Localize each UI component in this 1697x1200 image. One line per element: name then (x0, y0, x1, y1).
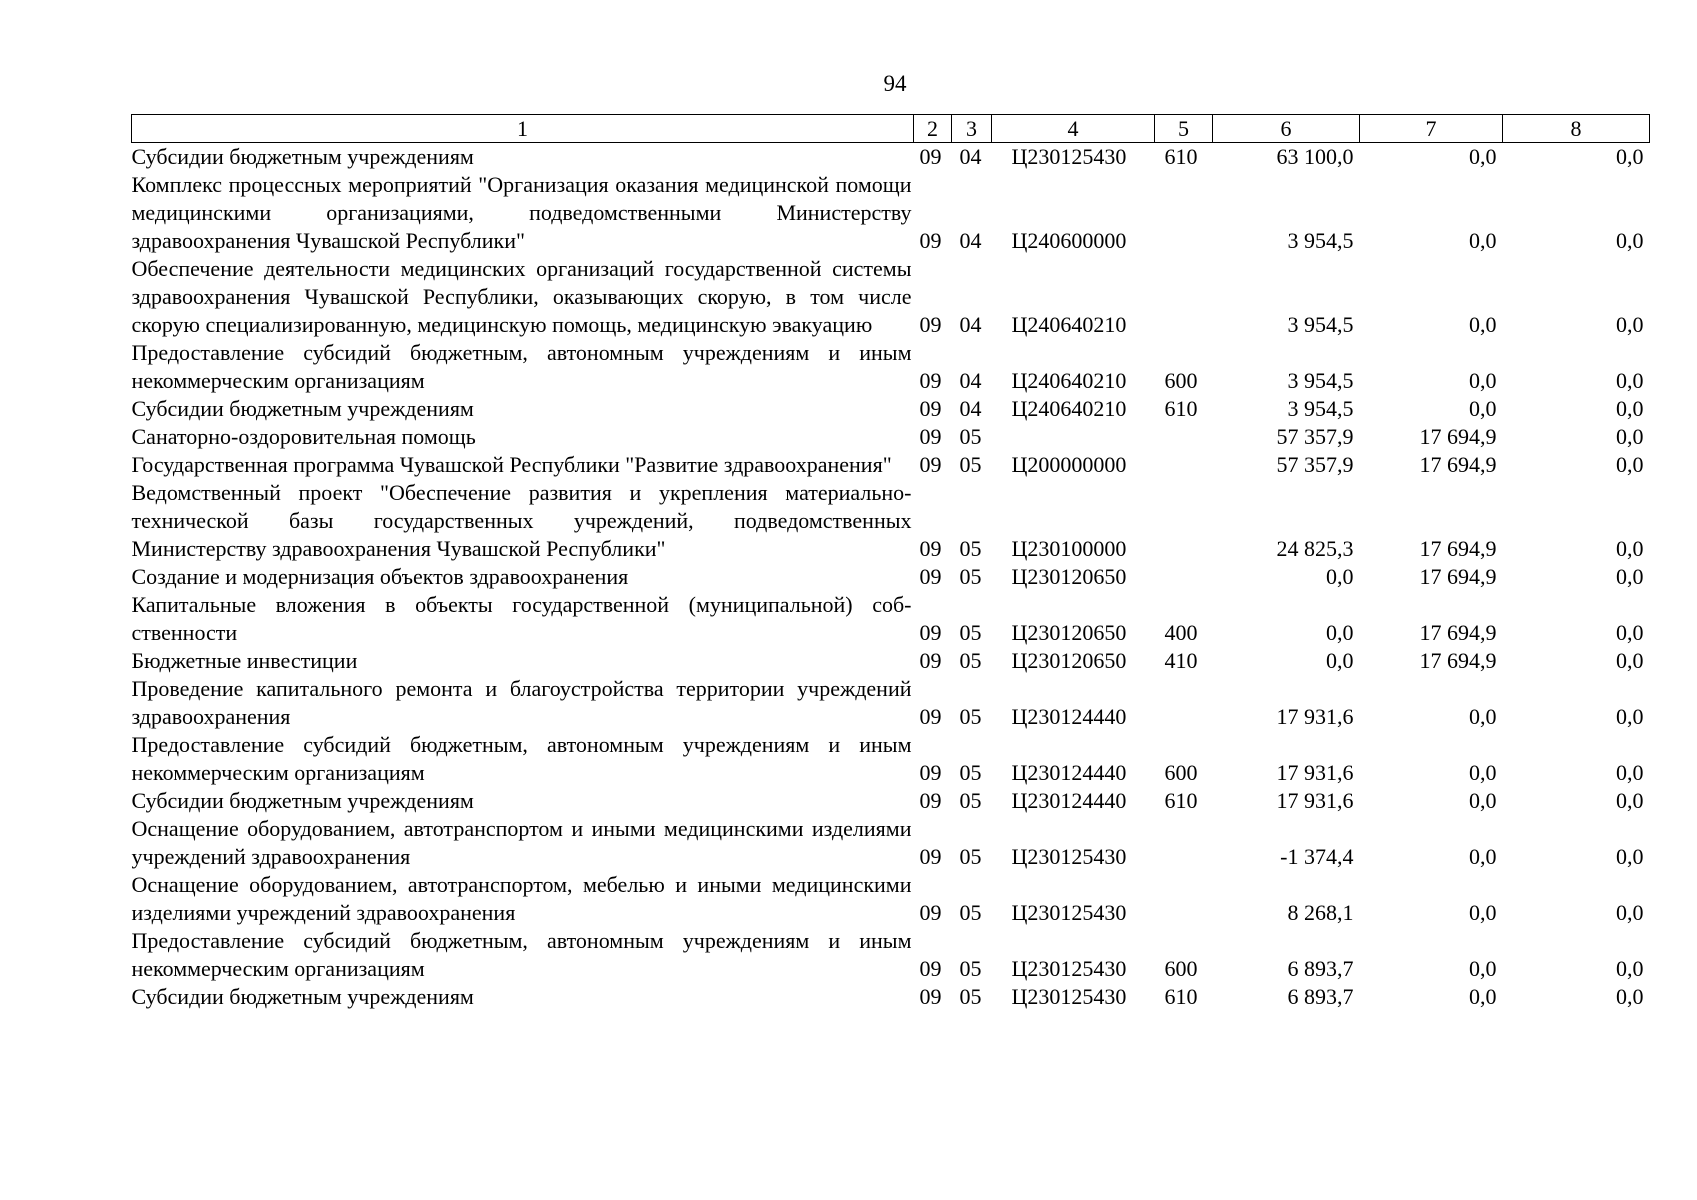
row-expense-type-cell (1155, 423, 1213, 451)
row-expense-type-cell (1155, 479, 1213, 563)
row-amount-col6-cell: 24 825,3 (1276, 536, 1354, 561)
table-row (132, 423, 1650, 451)
row-section-cell: 09 (919, 620, 942, 645)
row-section-cell: 09 (919, 564, 942, 589)
row-subsection-cell: 04 (959, 396, 982, 421)
row-section-cell: 09 (919, 788, 942, 813)
row-target-article-cell: Ц240640210 (1011, 396, 1127, 421)
row-name-cell: Оснащение оборудованием, автотранспортом, мебелью и иными медицинскими изделиями учреждений здравоохранения (131, 872, 912, 925)
row-subsection-cell: 04 (959, 368, 982, 393)
row-section-cell: 09 (919, 144, 942, 169)
row-amount-col7-cell: 17 694,9 (1419, 452, 1497, 477)
row-subsection-cell: 05 (959, 648, 982, 673)
row-name-cell: Государственная программа Чувашской Республики "Развитие здравоохранения" (131, 452, 892, 477)
row-target-article-cell: Ц230125430 (1011, 984, 1127, 1009)
row-target-article-cell: Ц230125430 (1011, 956, 1127, 981)
row-target-article-cell: Ц230125430 (1011, 844, 1127, 869)
row-amount-col7-cell: 17 694,9 (1419, 564, 1497, 589)
row-amount-col7-cell: 0,0 (1469, 844, 1497, 869)
row-target-article-cell (992, 423, 1155, 451)
row-target-article-cell: Ц240600000 (1011, 228, 1127, 253)
row-section-cell: 09 (919, 424, 942, 449)
column-header: 3 (952, 115, 992, 143)
row-expense-type-cell (1155, 675, 1213, 731)
row-amount-col7-cell: 17 694,9 (1419, 424, 1497, 449)
row-section-cell: 09 (919, 704, 942, 729)
row-amount-col7-cell: 0,0 (1469, 312, 1497, 337)
row-amount-col7-cell: 0,0 (1469, 144, 1497, 169)
row-amount-col6-cell: 0,0 (1326, 620, 1354, 645)
row-expense-type-cell: 610 (1164, 788, 1198, 813)
row-target-article-cell: Ц240640210 (1011, 312, 1127, 337)
table-row (132, 927, 1650, 983)
table-row (132, 815, 1650, 871)
row-amount-col6-cell: 3 954,5 (1287, 396, 1354, 421)
row-subsection-cell: 05 (959, 984, 982, 1009)
row-expense-type-cell (1155, 255, 1213, 339)
row-name-cell: Капитальные вложения в объекты государственной (муниципальной) собственности (131, 592, 912, 645)
row-name-cell: Бюджетные инвестиции (131, 648, 358, 673)
row-expense-type-cell (1155, 171, 1213, 255)
row-subsection-cell: 05 (959, 844, 982, 869)
row-name-cell: Ведомственный проект "Обеспечение развития и укрепления материально-технической базы государственных учреждений, подведомственных Министерству здравоохранения Чувашской Республики" (131, 480, 912, 561)
row-target-article-cell: Ц200000000 (1011, 452, 1127, 477)
row-target-article-cell: Ц230125430 (1011, 900, 1127, 925)
table-row (132, 339, 1650, 395)
row-name-cell: Субсидии бюджетным учреждениям (131, 144, 474, 169)
row-amount-col7-cell: 0,0 (1469, 368, 1497, 393)
row-name-cell: Создание и модернизация объектов здравоохранения (131, 564, 629, 589)
table-body (132, 143, 1650, 1012)
table-row (132, 451, 1650, 479)
row-section-cell: 09 (919, 648, 942, 673)
row-expense-type-cell: 610 (1164, 396, 1198, 421)
row-expense-type-cell: 600 (1164, 760, 1198, 785)
row-target-article-cell: Ц240640210 (1011, 368, 1127, 393)
row-target-article-cell: Ц230120650 (1011, 648, 1127, 673)
table-row (132, 395, 1650, 423)
column-header: 5 (1155, 115, 1213, 143)
table-row (132, 675, 1650, 731)
row-expense-type-cell (1155, 451, 1213, 479)
row-target-article-cell: Ц230120650 (1011, 620, 1127, 645)
budget-table (131, 114, 1650, 1011)
row-amount-col8-cell: 0,0 (1616, 620, 1644, 645)
row-name-cell: Субсидии бюджетным учреждениям (131, 396, 474, 421)
column-header: 8 (1503, 115, 1650, 143)
row-expense-type-cell: 400 (1164, 620, 1198, 645)
row-section-cell: 09 (919, 228, 942, 253)
page-number: 94 (883, 71, 907, 96)
row-amount-col7-cell: 0,0 (1469, 984, 1497, 1009)
row-amount-col6-cell: -1 374,4 (1280, 844, 1354, 869)
row-name-cell: Предоставление субсидий бюджетным, автономным учреждениям и иным некоммерческим организациям (131, 928, 912, 981)
row-subsection-cell: 04 (959, 228, 982, 253)
column-header: 6 (1213, 115, 1360, 143)
row-name-cell: Субсидии бюджетным учреждениям (131, 984, 474, 1009)
row-name-cell: Комплекс процессных мероприятий "Организация оказания медицинской помощи медицинскими организациями, подведомственными Министерству здравоохранения Чувашской Республики" (131, 172, 912, 253)
table-row (132, 143, 1650, 172)
table-header (132, 115, 1650, 143)
row-subsection-cell: 05 (959, 788, 982, 813)
row-subsection-cell: 04 (959, 144, 982, 169)
row-expense-type-cell: 600 (1164, 956, 1198, 981)
table-row (132, 591, 1650, 647)
row-section-cell: 09 (919, 956, 942, 981)
row-name-cell: Предоставление субсидий бюджетным, автономным учреждениям и иным некоммерческим организациям (131, 732, 912, 785)
row-amount-col6-cell: 57 357,9 (1276, 452, 1354, 477)
row-expense-type-cell (1155, 871, 1213, 927)
row-subsection-cell: 05 (959, 956, 982, 981)
row-name-cell: Проведение капитального ремонта и благоустройства территории учреждений здравоохранения (131, 676, 912, 729)
row-amount-col7-cell: 0,0 (1469, 760, 1497, 785)
column-header: 4 (992, 115, 1155, 143)
row-name-cell: Субсидии бюджетным учреждениям (131, 788, 474, 813)
row-amount-col6-cell: 3 954,5 (1287, 368, 1354, 393)
row-target-article-cell: Ц230100000 (1011, 536, 1127, 561)
row-amount-col6-cell: 17 931,6 (1276, 788, 1354, 813)
row-amount-col7-cell: 0,0 (1469, 900, 1497, 925)
row-subsection-cell: 05 (959, 424, 982, 449)
row-amount-col8-cell: 0,0 (1616, 564, 1644, 589)
row-amount-col6-cell: 63 100,0 (1276, 144, 1354, 169)
row-amount-col6-cell: 0,0 (1326, 648, 1354, 673)
row-amount-col8-cell: 0,0 (1616, 956, 1644, 981)
row-amount-col8-cell: 0,0 (1616, 312, 1644, 337)
table-row (132, 731, 1650, 787)
column-header: 7 (1360, 115, 1503, 143)
row-target-article-cell: Ц230120650 (1011, 564, 1127, 589)
row-amount-col8-cell: 0,0 (1616, 452, 1644, 477)
row-subsection-cell: 05 (959, 536, 982, 561)
row-name-cell: Обеспечение деятельности медицинских организаций государственной системы здравоохранения Чувашской Республики, оказывающих скорую, в том числе скорую специализированную, медицинскую помощь, медицинскую эвакуацию (131, 256, 912, 337)
table-row (132, 871, 1650, 927)
row-amount-col7-cell: 0,0 (1469, 956, 1497, 981)
row-amount-col8-cell: 0,0 (1616, 368, 1644, 393)
row-subsection-cell: 05 (959, 704, 982, 729)
table-row (132, 171, 1650, 255)
row-section-cell: 09 (919, 452, 942, 477)
row-amount-col8-cell: 0,0 (1616, 984, 1644, 1009)
row-amount-col8-cell: 0,0 (1616, 228, 1644, 253)
row-expense-type-cell: 410 (1164, 648, 1198, 673)
row-amount-col8-cell: 0,0 (1616, 704, 1644, 729)
row-amount-col6-cell: 0,0 (1326, 564, 1354, 589)
row-section-cell: 09 (919, 396, 942, 421)
row-subsection-cell: 05 (959, 564, 982, 589)
row-amount-col8-cell: 0,0 (1616, 144, 1644, 169)
row-target-article-cell: Ц230124440 (1011, 704, 1127, 729)
row-amount-col8-cell: 0,0 (1616, 536, 1644, 561)
row-expense-type-cell (1155, 815, 1213, 871)
row-amount-col6-cell: 17 931,6 (1276, 760, 1354, 785)
table-row (132, 787, 1650, 815)
header-row (132, 115, 1650, 143)
row-target-article-cell: Ц230124440 (1011, 788, 1127, 813)
row-amount-col8-cell: 0,0 (1616, 844, 1644, 869)
row-expense-type-cell (1155, 563, 1213, 591)
row-amount-col8-cell: 0,0 (1616, 648, 1644, 673)
row-section-cell: 09 (919, 844, 942, 869)
row-amount-col6-cell: 8 268,1 (1287, 900, 1354, 925)
table-row (132, 983, 1650, 1011)
row-target-article-cell: Ц230124440 (1011, 760, 1127, 785)
row-amount-col6-cell: 3 954,5 (1287, 312, 1354, 337)
row-subsection-cell: 04 (959, 312, 982, 337)
table-row (132, 255, 1650, 339)
row-section-cell: 09 (919, 984, 942, 1009)
row-name-cell: Оснащение оборудованием, автотранспортом и иными медицинскими изделиями учреждений здравоохранения (131, 816, 912, 869)
row-section-cell: 09 (919, 760, 942, 785)
row-amount-col8-cell: 0,0 (1616, 900, 1644, 925)
column-header: 2 (914, 115, 952, 143)
row-amount-col8-cell: 0,0 (1616, 396, 1644, 421)
row-amount-col7-cell: 17 694,9 (1419, 648, 1497, 673)
row-subsection-cell: 05 (959, 760, 982, 785)
column-header: 1 (132, 115, 914, 143)
row-section-cell: 09 (919, 536, 942, 561)
row-expense-type-cell: 610 (1164, 144, 1198, 169)
row-amount-col6-cell: 6 893,7 (1287, 956, 1354, 981)
row-section-cell: 09 (919, 368, 942, 393)
row-expense-type-cell: 610 (1164, 984, 1198, 1009)
row-amount-col8-cell: 0,0 (1616, 788, 1644, 813)
table-row (132, 479, 1650, 563)
row-subsection-cell: 05 (959, 620, 982, 645)
row-subsection-cell: 05 (959, 452, 982, 477)
row-amount-col6-cell: 57 357,9 (1276, 424, 1354, 449)
row-amount-col7-cell: 17 694,9 (1419, 620, 1497, 645)
table-row (132, 647, 1650, 675)
row-amount-col7-cell: 0,0 (1469, 396, 1497, 421)
row-target-article-cell: Ц230125430 (1011, 144, 1127, 169)
table-row (132, 563, 1650, 591)
row-amount-col6-cell: 17 931,6 (1276, 704, 1354, 729)
row-amount-col7-cell: 0,0 (1469, 788, 1497, 813)
row-amount-col7-cell: 17 694,9 (1419, 536, 1497, 561)
row-amount-col6-cell: 6 893,7 (1287, 984, 1354, 1009)
row-amount-col8-cell: 0,0 (1616, 760, 1644, 785)
row-amount-col8-cell: 0,0 (1616, 424, 1644, 449)
row-name-cell: Санаторно-оздоровительная помощь (131, 424, 476, 449)
row-name-cell: Предоставление субсидий бюджетным, автономным учреждениям и иным некоммерческим организациям (131, 340, 912, 393)
row-section-cell: 09 (919, 312, 942, 337)
row-amount-col7-cell: 0,0 (1469, 704, 1497, 729)
row-amount-col6-cell: 3 954,5 (1287, 228, 1354, 253)
row-subsection-cell: 05 (959, 900, 982, 925)
row-expense-type-cell: 600 (1164, 368, 1198, 393)
row-amount-col7-cell: 0,0 (1469, 228, 1497, 253)
row-section-cell: 09 (919, 900, 942, 925)
